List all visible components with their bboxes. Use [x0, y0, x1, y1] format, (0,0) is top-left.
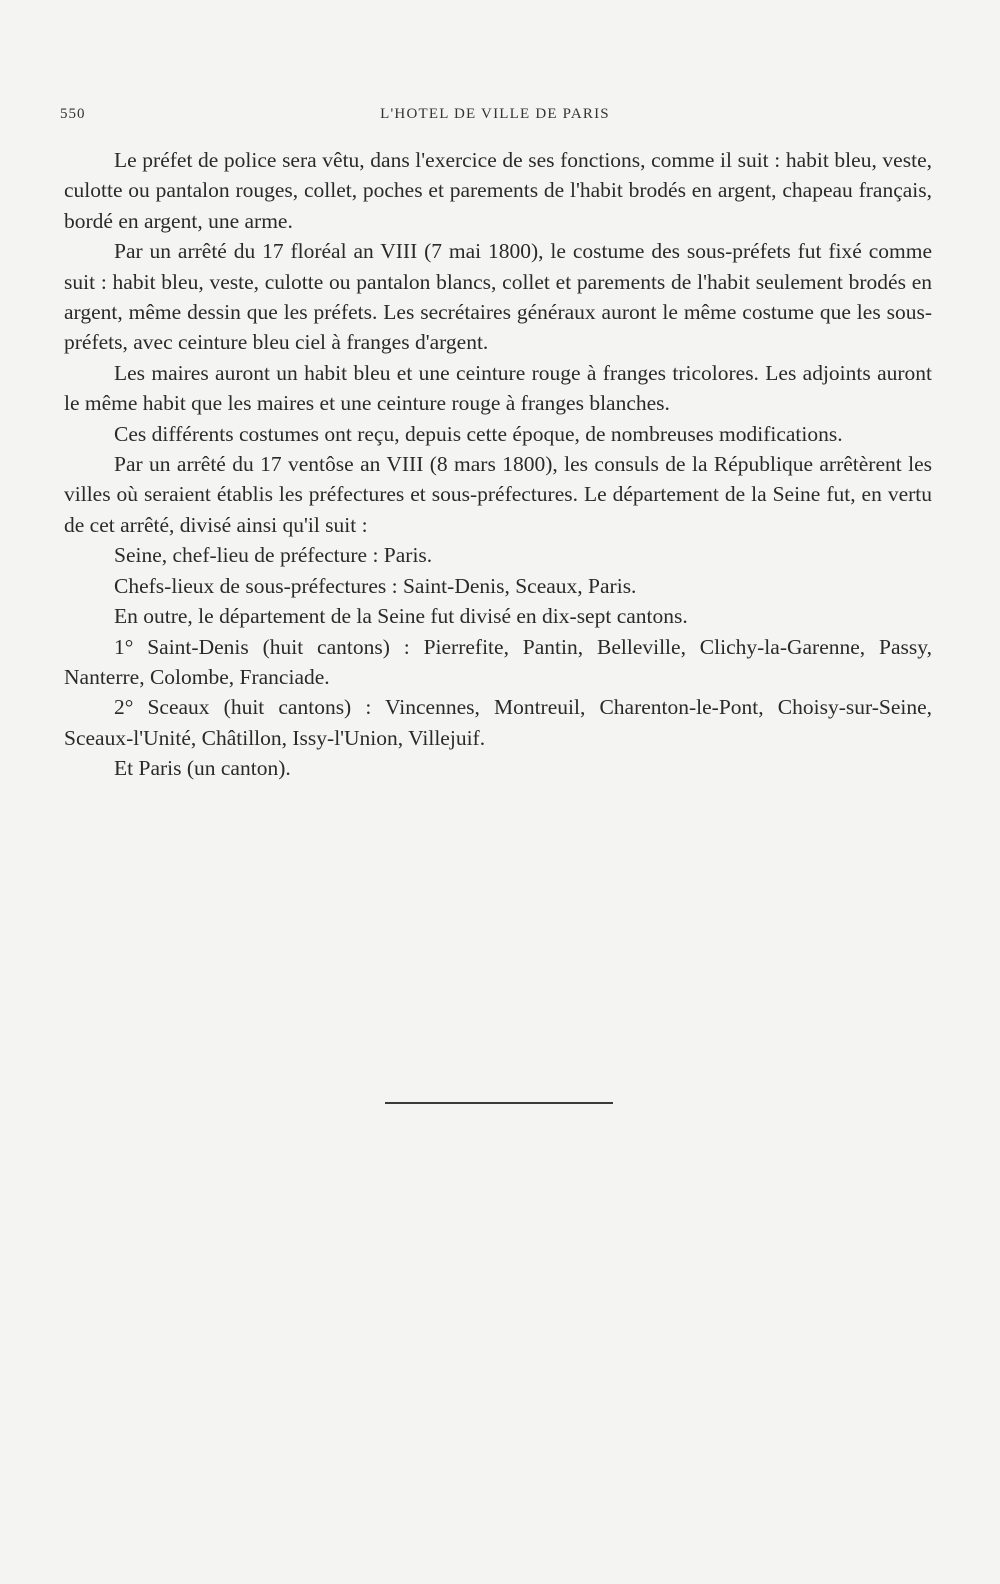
- paragraph: En outre, le département de la Seine fut divisé en dix-sept cantons.: [114, 604, 688, 629]
- running-title: L'HOTEL DE VILLE DE PARIS: [380, 106, 610, 122]
- body-text: [64, 145, 932, 784]
- paragraph: Les maires auront un habit bleu et une ceinture rouge à franges tricolores. Les adjoints auront le même habit que les maires et une ceinture rouge à franges blanches.: [64, 360, 932, 416]
- paragraph: Par un arrêté du 17 ventôse an VIII (8 mars 1800), les consuls de la République arrêtèrent les villes où seraient établis les préfectures et sous-préfectures. Le département de la Seine fut, en vertu de cet arrêté, divisé ainsi qu'il suit :: [64, 452, 932, 537]
- page-number: 550: [60, 106, 86, 122]
- paragraph: Chefs-lieux de sous-préfectures : Saint-Denis, Sceaux, Paris.: [114, 573, 637, 598]
- paragraph: Seine, chef-lieu de préfecture : Paris.: [114, 543, 433, 568]
- paragraph: 1° Saint-Denis (huit cantons) : Pierrefite, Pantin, Belleville, Clichy-la-Garenne, Passy, Nanterre, Colombe, Franciade.: [64, 634, 932, 689]
- paragraph: Et Paris (un canton).: [114, 756, 291, 781]
- paragraph: 2° Sceaux (huit cantons) : Vincennes, Montreuil, Charenton-le-Pont, Choisy-sur-Seine, Sceaux-l'Unité, Châtillon, Issy-l'Union, Villejuif.: [64, 695, 932, 750]
- paragraph: Le préfet de police sera vêtu, dans l'exercice de ses fonctions, comme il suit : habit bleu, veste, culotte ou pantalon rouges, collet, poches et parements de l'habit brodés en argent, chapeau français, bordé en argent, une arme.: [64, 148, 932, 233]
- paragraph: Ces différents costumes ont reçu, depuis cette époque, de nombreuses modifications.: [114, 421, 843, 446]
- running-header: [60, 106, 930, 128]
- paragraph: Par un arrêté du 17 floréal an VIII (7 mai 1800), le costume des sous-préfets fut fixé comme suit : habit bleu, veste, culotte ou pantalon blancs, collet et parements de l'habit seulement brodés en argent, même dessin que les préfets. Les secrétaires généraux auront le même costume que les sous-préfets, avec ceinture bleu ciel à franges d'argent.: [64, 239, 932, 355]
- end-of-chapter-rule: [385, 1102, 613, 1104]
